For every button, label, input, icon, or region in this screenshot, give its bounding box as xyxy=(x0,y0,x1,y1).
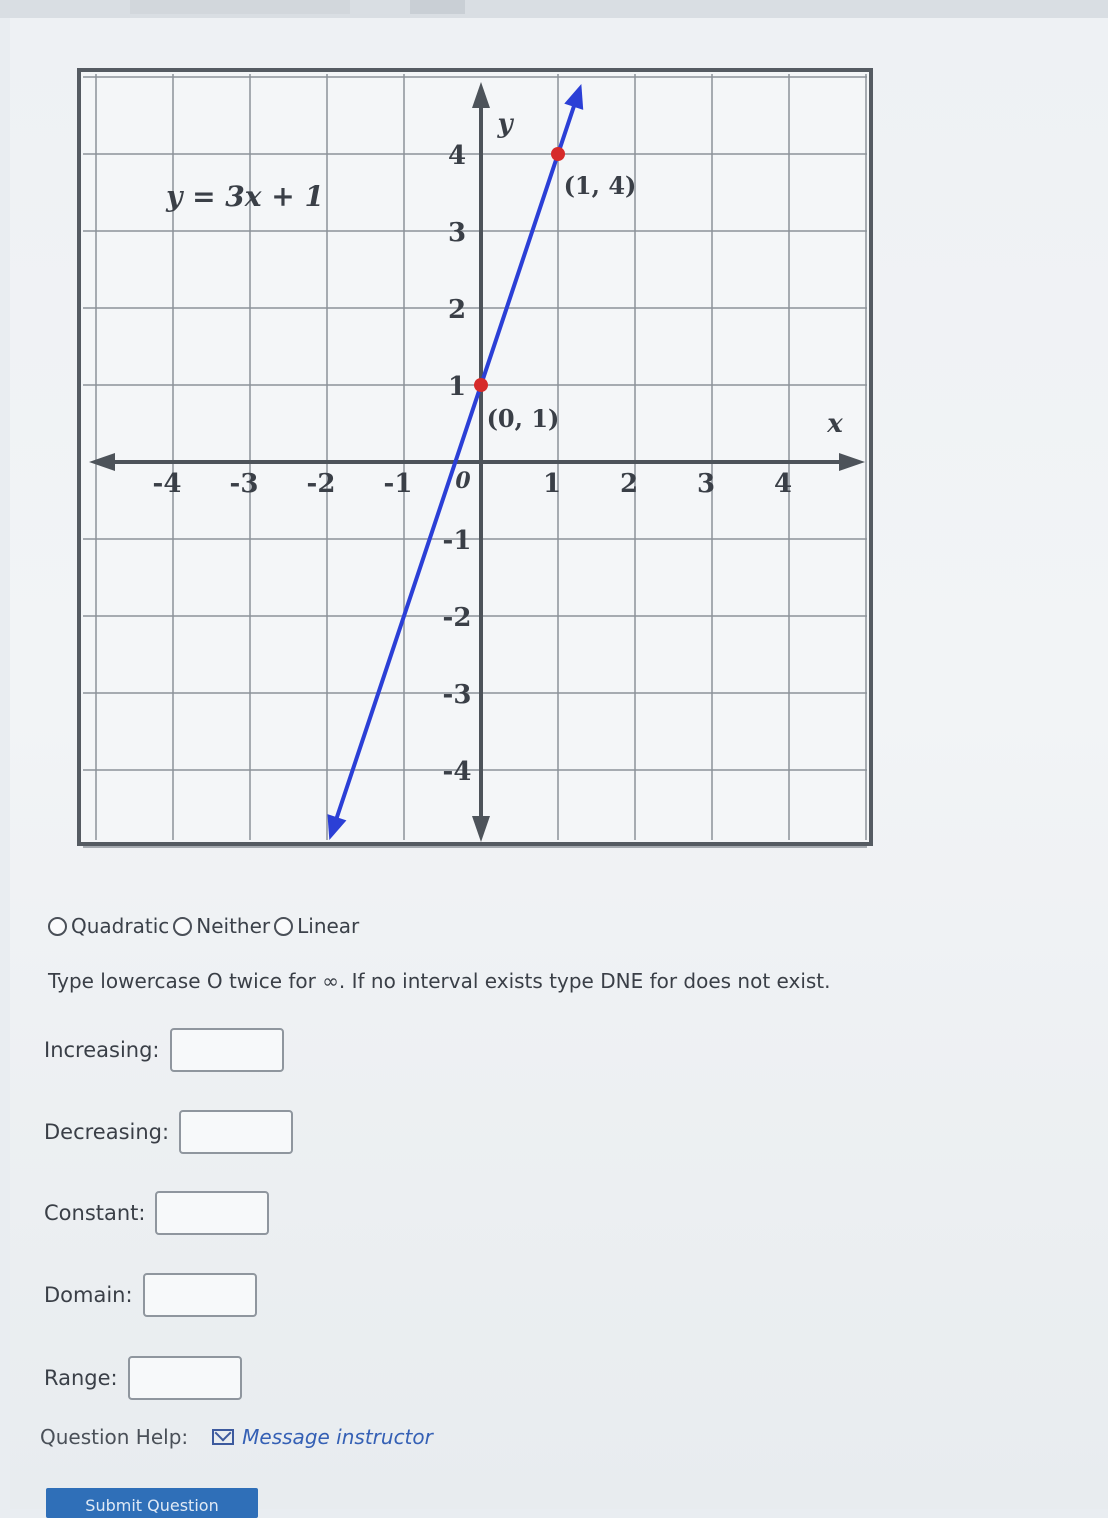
constant-row xyxy=(44,1191,269,1235)
instructions-text: Type lowercase O twice for ∞. If no interval exists type DNE for does not exist. xyxy=(48,969,831,993)
y-tick-label: -4 xyxy=(442,757,472,787)
y-tick-label: -3 xyxy=(442,680,472,710)
x-tick-label: 4 xyxy=(773,469,793,499)
x-tick-label: 3 xyxy=(696,469,716,499)
mail-icon[interactable] xyxy=(212,1429,234,1445)
x-tick-label: -4 xyxy=(152,469,182,499)
decreasing-row xyxy=(44,1110,293,1154)
x-tick-label: -1 xyxy=(383,469,413,499)
x-tick-label: 1 xyxy=(542,469,562,499)
radio-label: Neither xyxy=(196,914,271,938)
x-tick-label: -2 xyxy=(306,469,336,499)
range-input[interactable] xyxy=(128,1356,242,1400)
point-label-1-4: (1, 4) xyxy=(563,171,637,200)
radio-button-circle[interactable] xyxy=(274,917,293,936)
radio-button-circle[interactable] xyxy=(173,917,192,936)
constant-input[interactable] xyxy=(155,1191,269,1235)
point-label-0-1: (0, 1) xyxy=(486,404,560,433)
equation-label: y = 3x + 1 xyxy=(166,180,324,213)
increasing-row xyxy=(44,1028,284,1072)
browser-tab[interactable] xyxy=(410,0,465,14)
function-type-radio-group xyxy=(48,910,363,942)
highlighted-point xyxy=(474,378,488,392)
radio-option-neither[interactable] xyxy=(173,914,274,938)
range-row xyxy=(44,1356,242,1400)
y-tick-label: 1 xyxy=(447,372,467,402)
y-tick-label: 2 xyxy=(447,295,467,325)
y-axis-label: y xyxy=(497,109,513,139)
x-tick-label: 2 xyxy=(619,469,639,499)
browser-tab[interactable] xyxy=(130,0,350,14)
highlighted-point xyxy=(551,147,565,161)
message-instructor-link[interactable]: Message instructor xyxy=(242,1425,433,1449)
domain-input[interactable] xyxy=(143,1273,257,1317)
question-help-row xyxy=(40,1425,433,1449)
decreasing-label: Decreasing: xyxy=(44,1120,170,1144)
browser-top-bar xyxy=(0,0,1108,18)
y-tick-label: -2 xyxy=(442,603,472,633)
x-axis-label: x xyxy=(827,409,843,439)
y-tick-label: -1 xyxy=(442,526,472,556)
increasing-label: Increasing: xyxy=(44,1038,160,1062)
constant-label: Constant: xyxy=(44,1201,146,1225)
radio-label: Quadratic xyxy=(71,914,170,938)
coordinate-graph xyxy=(75,66,875,848)
domain-label: Domain: xyxy=(44,1283,133,1307)
question-help-label: Question Help: xyxy=(40,1425,189,1449)
range-label: Range: xyxy=(44,1366,118,1390)
x-tick-label: -3 xyxy=(229,469,259,499)
y-tick-label: 4 xyxy=(447,141,467,171)
graph-container xyxy=(75,66,875,848)
submit-question-button[interactable]: Submit Question xyxy=(46,1488,258,1518)
domain-row xyxy=(44,1273,257,1317)
y-tick-label: 3 xyxy=(447,218,467,248)
radio-button-circle[interactable] xyxy=(48,917,67,936)
radio-label: Linear xyxy=(297,914,360,938)
origin-label: 0 xyxy=(455,468,471,494)
radio-option-linear[interactable] xyxy=(274,914,363,938)
decreasing-input[interactable] xyxy=(179,1110,293,1154)
increasing-input[interactable] xyxy=(170,1028,284,1072)
radio-option-quadratic[interactable] xyxy=(48,914,173,938)
